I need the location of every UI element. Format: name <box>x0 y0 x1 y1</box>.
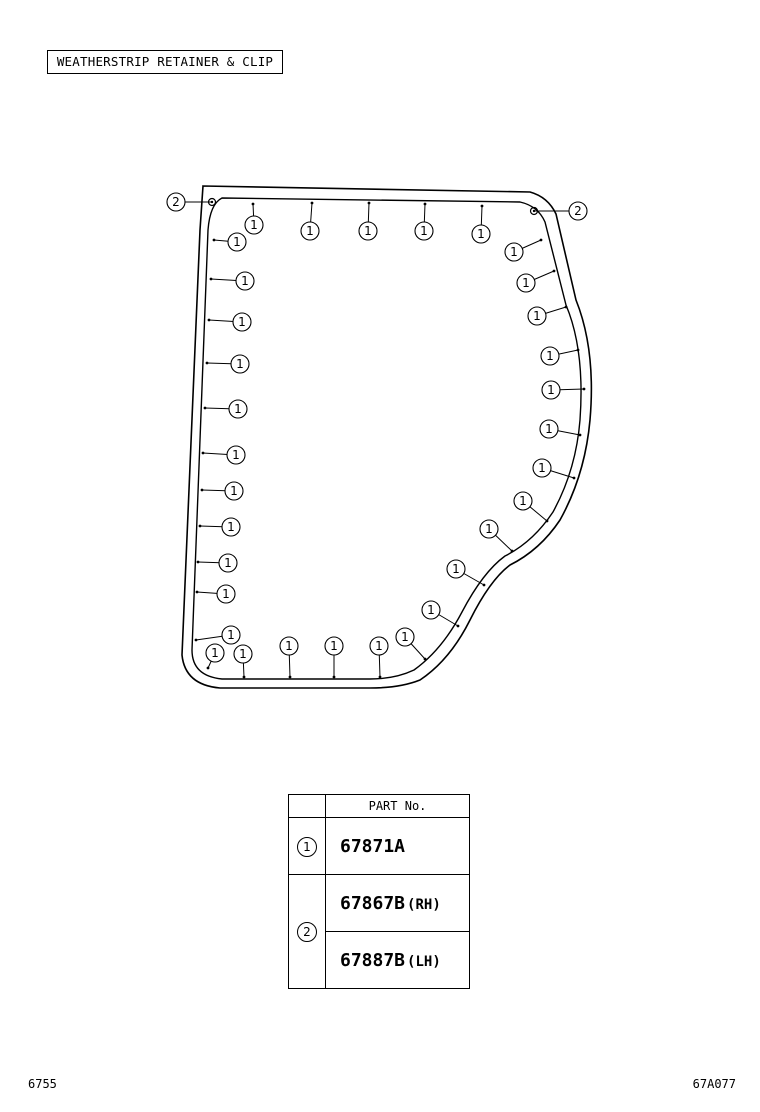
retainer-mark <box>457 625 460 628</box>
part-number: 67871A <box>340 835 406 857</box>
part-suffix: (RH) <box>407 896 441 913</box>
retainer-mark <box>213 239 216 242</box>
retainer-callout <box>228 233 246 251</box>
symbol-cell <box>289 875 326 989</box>
callout-number: 1 <box>241 274 249 289</box>
callout-number: 1 <box>232 448 240 463</box>
retainer-mark <box>208 319 211 322</box>
part-number-cell <box>326 818 470 875</box>
table-row <box>289 818 470 875</box>
retainer-callout <box>396 628 414 646</box>
callout-number: 1 <box>546 349 554 364</box>
clip-callout <box>569 202 587 220</box>
retainer-mark <box>197 561 200 564</box>
table-row <box>289 875 470 932</box>
callout-number: 1 <box>238 315 246 330</box>
retainer-mark <box>252 203 255 206</box>
retainer-mark <box>368 202 371 205</box>
retainer-callout <box>415 222 433 240</box>
retainer-callout <box>359 222 377 240</box>
callout-number: 1 <box>538 461 546 476</box>
part-number-cell <box>326 875 470 932</box>
retainer-callout <box>447 560 465 578</box>
retainer-callout <box>225 482 243 500</box>
retainer-mark <box>540 239 543 242</box>
retainer-mark <box>201 489 204 492</box>
callout-number: 1 <box>519 494 527 509</box>
retainer-callout <box>540 420 558 438</box>
retainer-mark <box>289 676 292 679</box>
retainer-callout <box>233 313 251 331</box>
retainer-mark <box>379 676 382 679</box>
retainer-callout <box>217 585 235 603</box>
callout-number: 1 <box>211 646 219 661</box>
retainer-callout <box>206 644 224 662</box>
callout-number: 1 <box>224 556 232 571</box>
retainer-mark <box>546 520 549 523</box>
retainer-callout <box>234 645 252 663</box>
part-number: 67887B <box>340 949 406 971</box>
part-no-header: PART No. <box>326 795 470 818</box>
retainer-mark <box>311 202 314 205</box>
retainer-callout <box>280 637 298 655</box>
retainer-mark <box>196 591 199 594</box>
retainer-callout <box>227 446 245 464</box>
callout-number: 1 <box>545 422 553 437</box>
callout-number: 1 <box>250 218 258 233</box>
retainer-mark <box>204 407 207 410</box>
retainer-callout <box>480 520 498 538</box>
callout-number: 1 <box>227 628 235 643</box>
callout-symbol-2: 2 <box>297 922 317 942</box>
callout-number: 1 <box>230 484 238 499</box>
parts-table <box>288 794 470 989</box>
callout-number: 1 <box>477 227 485 242</box>
retainer-mark <box>195 639 198 642</box>
clip-mark-center <box>533 210 535 212</box>
retainer-callout <box>542 381 560 399</box>
callout-number: 1 <box>233 235 241 250</box>
retainer-callout <box>422 601 440 619</box>
callout-number: 1 <box>306 224 314 239</box>
retainer-callout <box>229 400 247 418</box>
callout-number: 1 <box>236 357 244 372</box>
retainer-mark <box>424 203 427 206</box>
retainer-callout <box>219 554 237 572</box>
retainer-callout <box>370 637 388 655</box>
callout-number: 1 <box>427 603 435 618</box>
retainer-mark <box>207 667 210 670</box>
retainer-callout <box>517 274 535 292</box>
retainer-callout <box>514 492 532 510</box>
retainer-mark <box>424 658 427 661</box>
retainer-callout <box>222 626 240 644</box>
callout-number: 1 <box>227 520 235 535</box>
callout-number: 1 <box>547 383 555 398</box>
retainer-mark <box>210 278 213 281</box>
retainer-mark <box>577 349 580 352</box>
retainer-mark <box>206 362 209 365</box>
header-blank-cell <box>289 795 326 818</box>
page-number-left: 6755 <box>28 1077 57 1091</box>
retainer-mark <box>579 434 582 437</box>
retainer-callout <box>505 243 523 261</box>
callout-number: 1 <box>285 639 293 654</box>
figure-code-right: 67A077 <box>692 1077 736 1091</box>
callout-number: 1 <box>330 639 338 654</box>
callout-number: 1 <box>375 639 383 654</box>
callout-number: 1 <box>533 309 541 324</box>
callout-number: 1 <box>420 224 428 239</box>
retainer-mark <box>553 270 556 273</box>
retainer-mark <box>243 676 246 679</box>
retainer-mark <box>583 388 586 391</box>
retainer-mark <box>333 676 336 679</box>
retainer-mark <box>565 306 568 309</box>
retainer-mark <box>483 584 486 587</box>
callout-number: 1 <box>239 647 247 662</box>
retainer-callout <box>222 518 240 536</box>
callout-number: 1 <box>510 245 518 260</box>
retainer-callout <box>325 637 343 655</box>
callout-symbol-1: 1 <box>297 837 317 857</box>
retainer-mark <box>199 525 202 528</box>
weatherstrip-outer-outline <box>182 186 591 688</box>
retainer-mark <box>573 477 576 480</box>
callout-number: 1 <box>452 562 460 577</box>
part-number-cell <box>326 932 470 989</box>
retainer-callout <box>231 355 249 373</box>
retainer-callout <box>541 347 559 365</box>
callout-number: 1 <box>364 224 372 239</box>
retainer-callout <box>472 225 490 243</box>
callout-number: 1 <box>401 630 409 645</box>
diagram-title: WEATHERSTRIP RETAINER & CLIP <box>47 50 283 74</box>
callout-number: 1 <box>485 522 493 537</box>
retainer-callout <box>245 216 263 234</box>
retainer-callout <box>301 222 319 240</box>
symbol-cell <box>289 818 326 875</box>
parts-table-header <box>289 795 470 818</box>
retainer-mark <box>202 452 205 455</box>
weatherstrip-inner-outline <box>192 198 581 679</box>
retainer-callout <box>236 272 254 290</box>
part-suffix: (LH) <box>407 953 441 970</box>
clip-mark-center <box>211 201 213 203</box>
callout-number: 1 <box>234 402 242 417</box>
retainer-mark <box>481 205 484 208</box>
retainer-callout <box>533 459 551 477</box>
retainer-mark <box>511 550 514 553</box>
callout-number: 2 <box>172 195 180 210</box>
part-number: 67867B <box>340 892 406 914</box>
callout-number: 2 <box>574 204 582 219</box>
retainer-callout <box>528 307 546 325</box>
clip-callout <box>167 193 185 211</box>
callout-number: 1 <box>222 587 230 602</box>
callout-number: 1 <box>522 276 530 291</box>
